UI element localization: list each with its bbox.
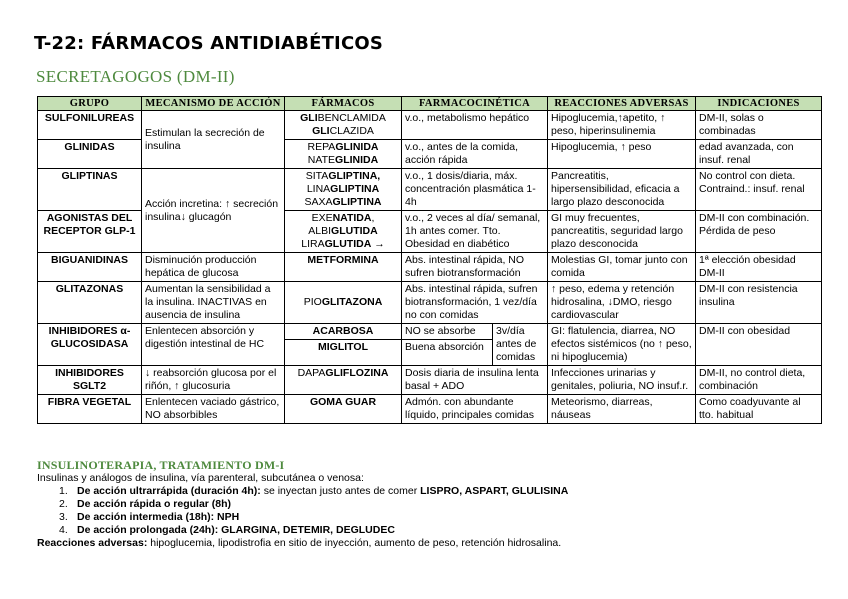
mechanism-cell: ↓ reabsorción glucosa por el riñón, ↑ glucosuria	[142, 366, 285, 395]
mechanism-cell: Enlentecen absorción y digestión intestinal de HC	[142, 324, 285, 366]
group-cell: AGONISTAS DEL RECEPTOR GLP-1	[38, 211, 142, 253]
section-subtitle: SECRETAGOGOS (DM-II)	[36, 67, 235, 86]
mechanism-cell: Acción incretina: ↑ secreción insulina↓ glucagón	[142, 169, 285, 253]
indication-cell: edad avanzada, con insuf. renal	[696, 140, 822, 169]
table-header-row	[38, 97, 822, 111]
group-cell: GLINIDAS	[38, 140, 142, 169]
group-cell: BIGUANIDINAS	[38, 253, 142, 282]
insulin-section	[37, 459, 821, 550]
pk-miglitol: Buena absorción	[405, 341, 484, 353]
table-row	[38, 253, 822, 282]
header-farmacocinetica: FARMACOCINÉTICA	[402, 97, 548, 111]
adverse-cell: Molestias GI, tomar junto con comida	[548, 253, 696, 282]
drug-cell: GOMA GUAR	[285, 395, 402, 424]
drug-cell: PIOGLITAZONA	[285, 282, 402, 324]
list-item: 1. De acción ultrarrápida (duración 4h): se inyectan justo antes de comer LISPRO, ASPART, GLULISINA	[59, 485, 569, 497]
drug-cell: SITAGLIPTINA, LINAGLIPTINA SAXAGLIPTINA	[285, 169, 402, 211]
adverse-cell: Pancreatitis, hipersensibilidad, eficacia a largo plazo desconocida	[548, 169, 696, 211]
adverse-cell: Hipoglucemia,↑apetito, ↑ peso, hiperinsulinemia	[548, 111, 696, 140]
mechanism-cell: Enlentecen vaciado gástrico, NO absorbibles	[142, 395, 285, 424]
pk-cell: Abs. intestinal rápida, sufren biotransformación, 1 vez/día no con comidas	[402, 282, 548, 324]
header-reacciones: REACCIONES ADVERSAS	[548, 97, 696, 111]
insulin-adverse: Reacciones adversas: hipoglucemia, lipodistrofia en sitio de inyección, aumento de peso, retención hidrosalina.	[37, 537, 562, 549]
pk-cell: Dosis diaria de insulina lenta basal + ADO	[402, 366, 548, 395]
indication-cell: DM-II con combinación. Pérdida de peso	[696, 211, 822, 253]
group-cell: FIBRA VEGETAL	[38, 395, 142, 424]
table-row	[38, 395, 822, 424]
indication-cell: No control con dieta. Contraind.: insuf. renal	[696, 169, 822, 211]
group-cell: INHIBIDORES SGLT2	[38, 366, 142, 395]
mechanism-cell: Disminución producción hepática de glucosa	[142, 253, 285, 282]
group-cell: GLIPTINAS	[38, 169, 142, 211]
indication-cell: DM-II con resistencia insulina	[696, 282, 822, 324]
list-item: 4. De acción prolongada (24h): GLARGINA, DETEMIR, DEGLUDEC	[59, 524, 395, 536]
header-grupo: GRUPO	[38, 97, 142, 111]
drug-cell: EXENATIDA, ALBIGLUTIDA LIRAGLUTIDA →	[285, 211, 402, 253]
indication-cell: DM-II, solas o combinadas	[696, 111, 822, 140]
drug-miglitol: MIGLITOL	[318, 341, 368, 353]
pk-cell: v.o., metabolismo hepático	[402, 111, 548, 140]
drug-table	[37, 96, 822, 424]
indication-cell: DM-II, no control dieta, combinación	[696, 366, 822, 395]
pk-cell: v.o., 2 veces al día/ semanal, 1h antes comer. Tto. Obesidad en diabético	[402, 211, 548, 253]
insulin-title: INSULINOTERAPIA, TRATAMIENTO DM-I	[37, 458, 285, 472]
adverse-cell: GI: flatulencia, diarrea, NO efectos sistémicos (no ↑ peso, ni hipoglucemia)	[548, 324, 696, 366]
list-item: 3. De acción intermedia (18h): NPH	[59, 511, 240, 523]
pk-shared: 3v/día antes de comidas	[496, 325, 537, 363]
group-cell: INHIBIDORES α-GLUCOSIDASA	[38, 324, 142, 366]
mechanism-cell: Aumentan la sensibilidad a la insulina. INACTIVAS en ausencia de insulina	[142, 282, 285, 324]
header-mecanismo: MECANISMO DE ACCIÓN	[142, 97, 285, 111]
insulin-intro: Insulinas y análogos de insulina, vía parenteral, subcutánea o venosa:	[37, 472, 364, 484]
header-farmacos: FÁRMACOS	[285, 97, 402, 111]
drug-cell	[285, 324, 402, 366]
table-row	[38, 111, 822, 140]
list-item: 2. De acción rápida o regular (8h)	[59, 498, 232, 510]
adverse-cell: Hipoglucemia, ↑ peso	[548, 140, 696, 169]
pk-cell: v.o., 1 dosis/diaria, máx. concentración plasmática 1-4h	[402, 169, 548, 211]
pk-cell	[402, 324, 548, 366]
insulin-list	[37, 485, 821, 537]
table-row	[38, 282, 822, 324]
drug-cell: METFORMINA	[285, 253, 402, 282]
table-row	[38, 169, 822, 211]
table-row	[38, 324, 822, 366]
drug-cell: REPAGLINIDA NATEGLINIDA	[285, 140, 402, 169]
pk-acarbosa: NO se absorbe	[402, 324, 492, 340]
pk-cell: v.o., antes de la comida, acción rápida	[402, 140, 548, 169]
header-indicaciones: INDICACIONES	[696, 97, 822, 111]
adverse-cell: Infecciones urinarias y genitales, poliuria, NO insuf.r.	[548, 366, 696, 395]
table-row	[38, 366, 822, 395]
drug-cell: DAPAGLIFLOZINA	[285, 366, 402, 395]
adverse-cell: GI muy frecuentes, pancreatitis, seguridad largo plazo desconocida	[548, 211, 696, 253]
indication-cell: DM-II con obesidad	[696, 324, 822, 366]
drug-cell: GLIBENCLAMIDA GLICLAZIDA	[285, 111, 402, 140]
drug-acarbosa: ACARBOSA	[285, 324, 401, 340]
mechanism-cell: Estimulan la secreción de insulina	[142, 111, 285, 169]
pk-cell: Abs. intestinal rápida, NO sufren biotransformación	[402, 253, 548, 282]
group-cell: SULFONILUREAS	[38, 111, 142, 140]
adverse-cell: ↑ peso, edema y retención hidrosalina, ↓DMO, riesgo cardiovascular	[548, 282, 696, 324]
pk-cell: Admón. con abundante líquido, principales comidas	[402, 395, 548, 424]
group-cell: GLITAZONAS	[38, 282, 142, 324]
page-title: T-22: FÁRMACOS ANTIDIABÉTICOS	[34, 33, 384, 54]
adverse-cell: Meteorismo, diarreas, náuseas	[548, 395, 696, 424]
indication-cell: 1ª elección obesidad DM-II	[696, 253, 822, 282]
indication-cell: Como coadyuvante al tto. habitual	[696, 395, 822, 424]
